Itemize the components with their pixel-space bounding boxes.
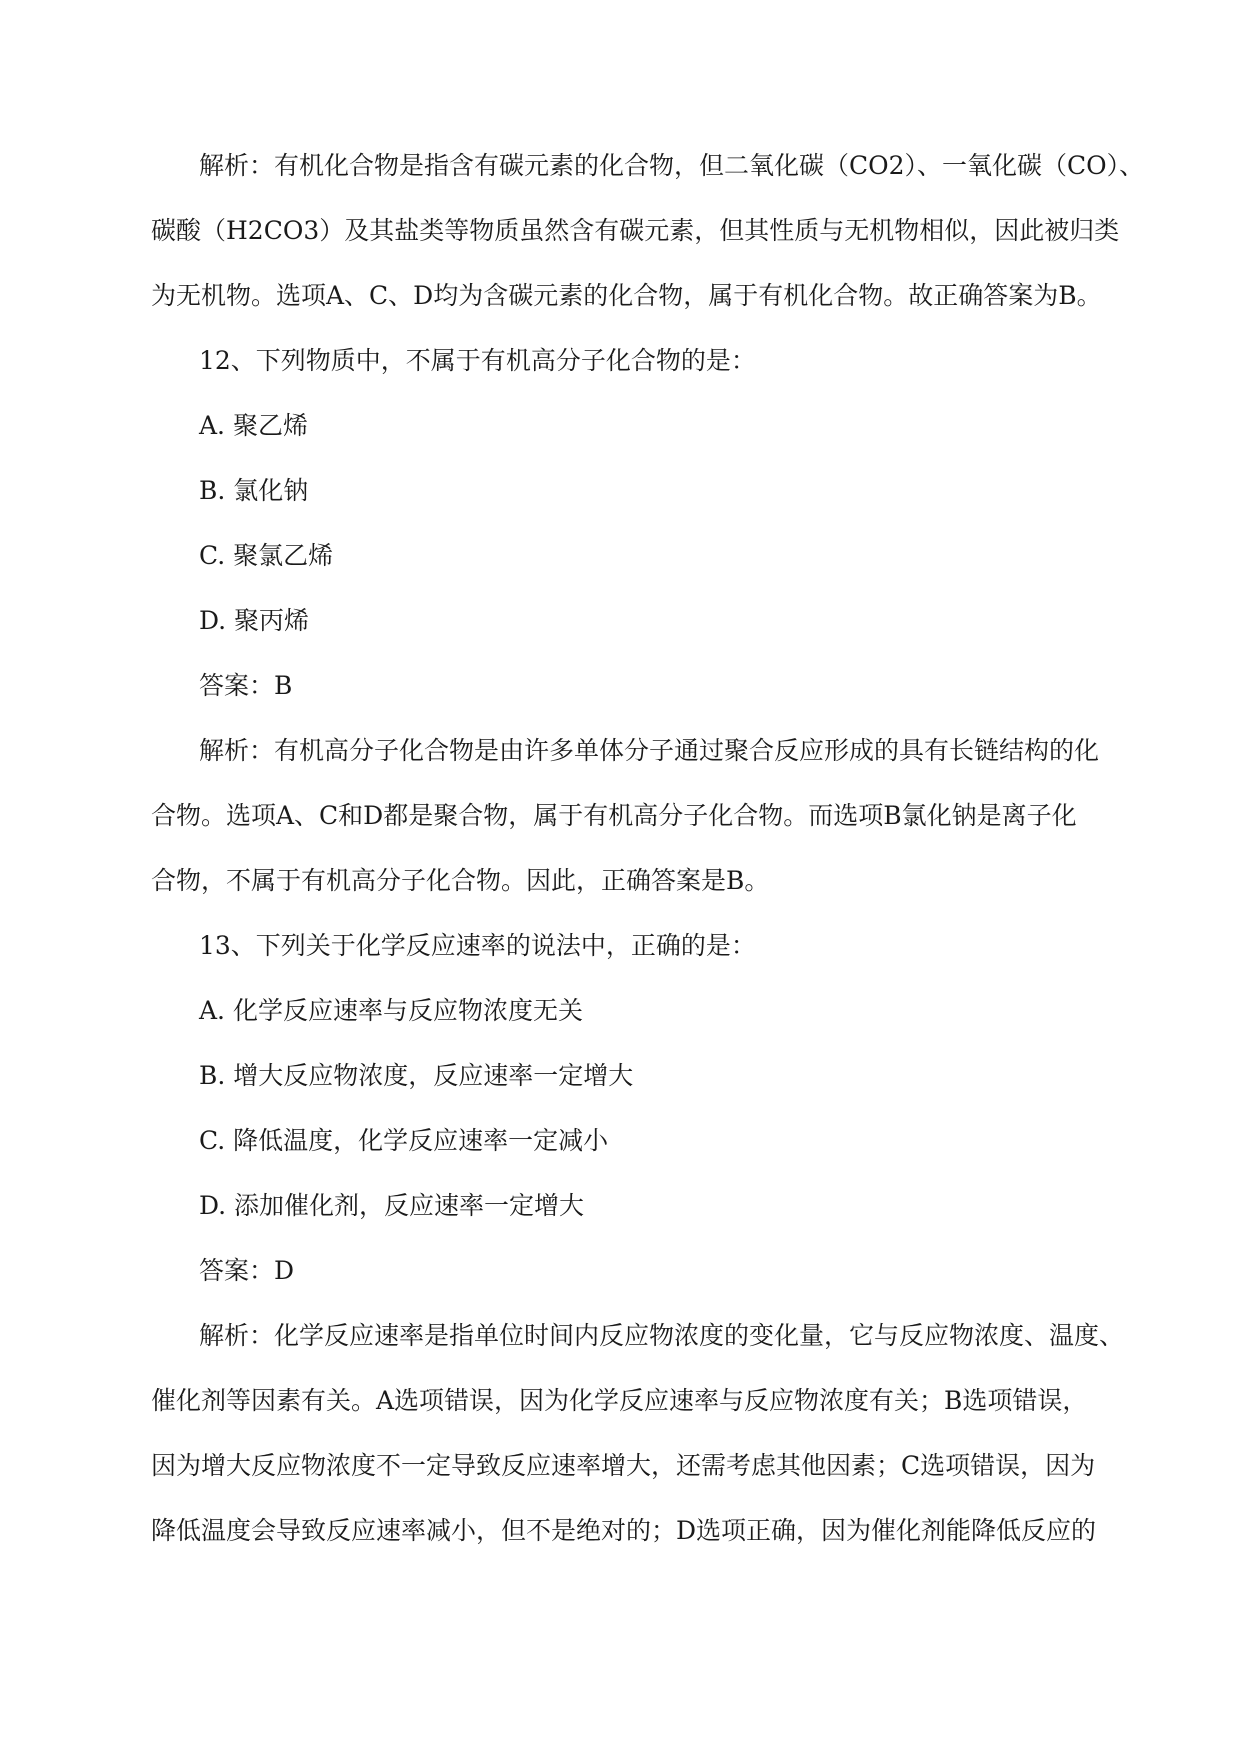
option-a: A. 化学反应速率与反应物浓度无关 [199,996,583,1025]
explanation-line: 因为增大反应物浓度不一定导致反应速率增大，还需考虑其他因素；C选项错误，因为 [151,1451,1096,1480]
explanation-line: 解析：化学反应速率是指单位时间内反应物浓度的变化量，它与反应物浓度、温度、 [199,1321,1125,1350]
answer-line: 答案：D [199,1256,295,1285]
question-stem: 12、下列物质中，不属于有机高分子化合物的是： [199,346,756,375]
explanation-paragraph [0,718,1241,913]
question-12 [0,328,1241,913]
answer-line: 答案：B [199,671,293,700]
explanation-line: 解析：有机化合物是指含有碳元素的化合物，但二氧化碳（CO2）、一氧化碳（CO）、 [199,151,1145,180]
question-stem: 13、下列关于化学反应速率的说法中，正确的是： [199,931,756,960]
explanation-line: 降低温度会导致反应速率减小，但不是绝对的；D选项正确，因为催化剂能降低反应的 [151,1516,1097,1545]
previous-explanation [0,133,1241,328]
explanation-line: 合物，不属于有机高分子化合物。因此，正确答案是B。 [151,866,770,895]
option-b: B. 氯化钠 [199,476,309,505]
option-c: C. 聚氯乙烯 [199,541,334,570]
option-a: A. 聚乙烯 [199,411,308,440]
option-d: D. 添加催化剂，反应速率一定增大 [199,1191,585,1220]
option-c: C. 降低温度，化学反应速率一定减小 [199,1126,609,1155]
explanation-line: 为无机物。选项A、C、D均为含碳元素的化合物，属于有机化合物。故正确答案为B。 [151,281,1102,310]
explanation-line: 碳酸（H2CO3）及其盐类等物质虽然含有碳元素，但其性质与无机物相似，因此被归类 [151,216,1120,245]
option-d: D. 聚丙烯 [199,606,310,635]
explanation-line: 解析：有机高分子化合物是由许多单体分子通过聚合反应形成的具有长链结构的化 [199,736,1100,765]
explanation-line: 合物。选项A、C和D都是聚合物，属于有机高分子化合物。而选项B氯化钠是离子化 [151,801,1077,830]
explanation-paragraph [0,1303,1241,1563]
option-b: B. 增大反应物浓度，反应速率一定增大 [199,1061,634,1090]
explanation-line: 催化剂等因素有关。A选项错误，因为化学反应速率与反应物浓度有关；B选项错误， [151,1386,1088,1415]
question-13 [0,913,1241,1563]
